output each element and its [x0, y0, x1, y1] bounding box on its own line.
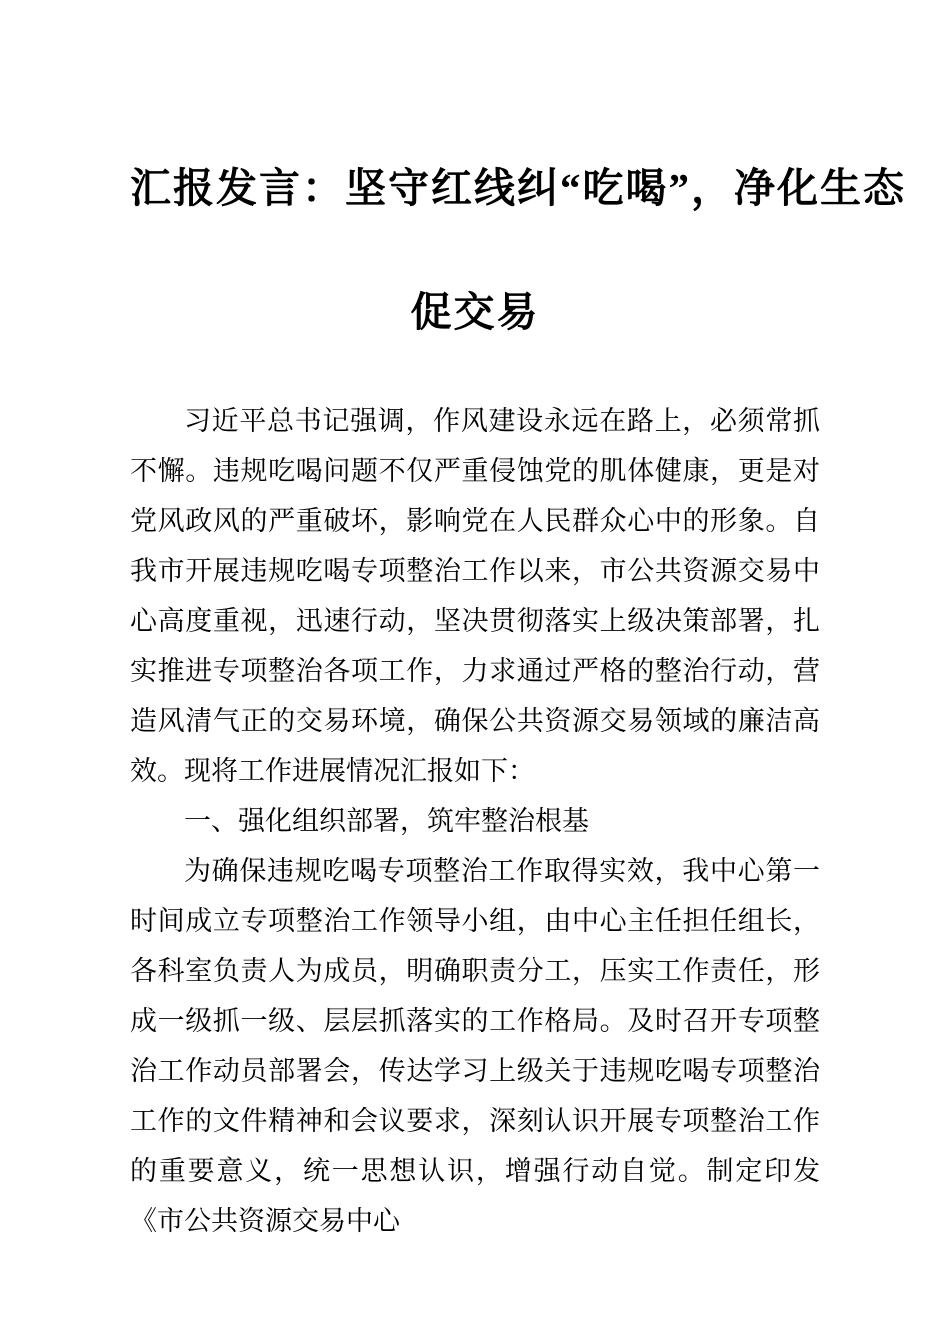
document-body [130, 396, 820, 1246]
document-title [130, 0, 906, 374]
document-title-line-2: 促交易 [410, 289, 540, 335]
section-heading: 一、强化组织部署，筑牢整治根基 [184, 806, 589, 836]
document-title-line-1: 汇报发言：坚守红线纠“吃喝”，净化生态 [130, 165, 906, 211]
paragraph: 为确保违规吃喝专项整治工作取得实效，我中心第一时间成立专项整治工作领导小组，由中心主任担任组长，各科室负责人为成员，明确职责分工，压实工作责任，形成一级抓一级、层层抓落实的工作格局。及时召开专项整治工作动员部署会，传达学习上级关于违规吃喝专项整治工作的文件精神和会议要求，深刻认识开展专项整治工作的重要意义，统一思想认识，增强行动自觉。制定印发《市公共资源交易中心 [130, 856, 820, 1236]
paragraph: 习近平总书记强调，作风建设永远在路上，必须常抓不懈。违规吃喝问题不仅严重侵蚀党的肌体健康，更是对党风政风的严重破坏，影响党在人民群众心中的形象。自我市开展违规吃喝专项整治工作以来，市公共资源交易中心高度重视，迅速行动，坚决贯彻落实上级决策部署，扎实推进专项整治各项工作，力求通过严格的整治行动，营造风清气正的交易环境，确保公共资源交易领域的廉洁高效。现将工作进展情况汇报如下： [130, 406, 820, 786]
document-content [130, 0, 906, 1246]
